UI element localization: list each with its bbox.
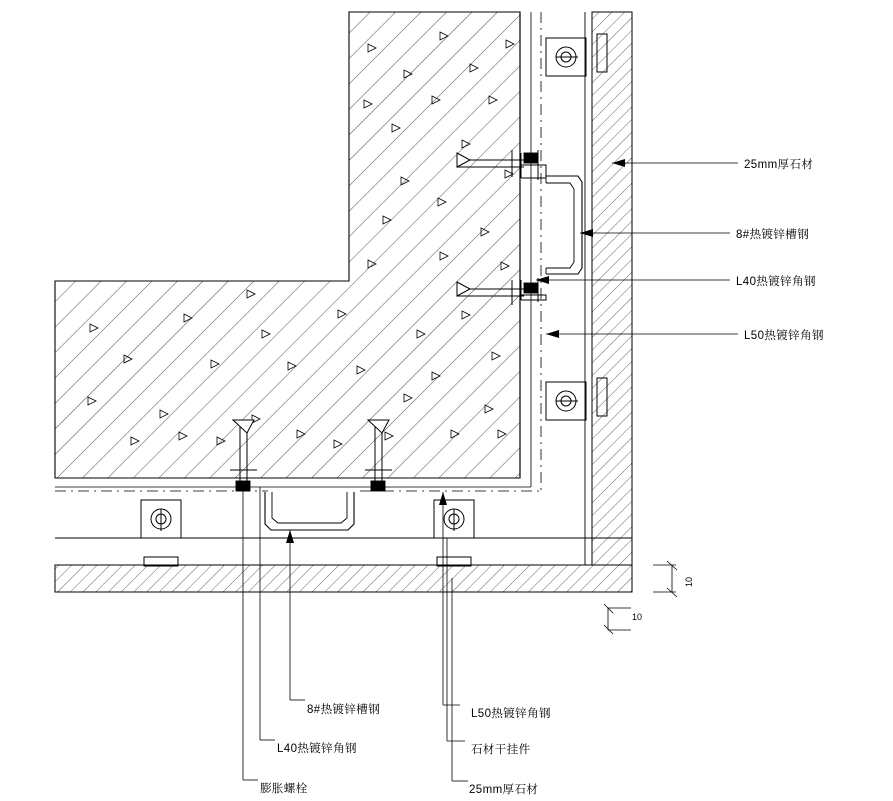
- label-angle-L50: L50热镀锌角钢: [744, 330, 824, 342]
- label-channel-steel-8-bottom: 8#热镀锌槽钢: [307, 704, 381, 716]
- dimension-vertical-10: 10: [684, 576, 694, 587]
- label-stone-25mm: 25mm厚石材: [744, 159, 814, 171]
- label-angle-L40-bottom: L40热镀锌角钢: [277, 743, 357, 755]
- label-channel-steel-8: 8#热镀锌槽钢: [736, 229, 810, 241]
- label-dry-hanging-part: 石材干挂件: [471, 744, 531, 756]
- label-angle-L40: L40热镀锌角钢: [736, 276, 816, 288]
- label-angle-L50-bottom: L50热镀锌角钢: [471, 708, 551, 720]
- label-stone-25mm-bottom: 25mm厚石材: [469, 784, 539, 796]
- dimension-horizontal-10: 10: [632, 612, 643, 622]
- label-expansion-bolt: 膨胀螺栓: [260, 783, 308, 795]
